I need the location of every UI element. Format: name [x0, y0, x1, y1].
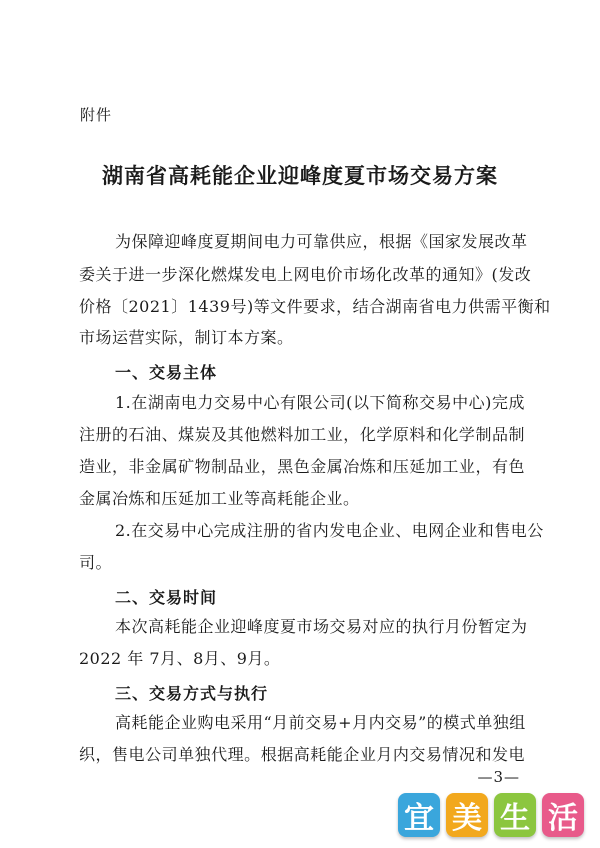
intro-line: 为保障迎峰度夏期间电力可靠供应，根据《国家发展改革 — [115, 232, 528, 251]
attachment-label: 附件 — [80, 106, 113, 124]
section2-line: 2022 年 7月、8月、9月。 — [79, 649, 281, 668]
section1-item1-line: 金属冶炼和压延加工业等高耗能企业。 — [79, 489, 360, 508]
watermark-char: 活 — [542, 793, 584, 837]
watermark-logo — [398, 790, 588, 840]
section1-item2-line: 2.在交易中心完成注册的省内发电企业、电网企业和售电公 — [115, 521, 544, 540]
section-heading-1: 一、交易主体 — [115, 363, 218, 382]
watermark-char: 美 — [446, 793, 488, 837]
section3-line: 高耗能企业购电采用“月前交易+月内交易”的模式单独组 — [115, 713, 526, 732]
intro-line: 市场运营实际，制订本方案。 — [79, 328, 294, 347]
section1-item1-line: 造业，非金属矿物制品业，黑色金属冶炼和压延加工业，有色 — [79, 457, 525, 476]
section-heading-2: 二、交易时间 — [115, 588, 218, 607]
section-heading-3: 三、交易方式与执行 — [115, 684, 269, 703]
section3-line: 织，售电公司单独代理。根据高耗能企业月内交易情况和发电 — [79, 745, 525, 764]
watermark-char: 生 — [494, 793, 536, 837]
intro-line: 价格〔2021〕1439号)等文件要求，结合湖南省电力供需平衡和 — [79, 297, 551, 316]
section2-line: 本次高耗能企业迎峰度夏市场交易对应的执行月份暂定为 — [115, 617, 528, 636]
watermark-char: 宜 — [398, 793, 440, 837]
intro-line: 委关于进一步深化燃煤发电上网电价市场化改革的通知》(发改 — [79, 265, 532, 284]
page-number: —3— — [477, 768, 520, 786]
document-title: 湖南省高耗能企业迎峰度夏市场交易方案 — [102, 164, 498, 188]
section1-item1-line: 注册的石油、煤炭及其他燃料加工业，化学原料和化学制品制 — [79, 425, 525, 444]
section1-item1-line: 1.在湖南电力交易中心有限公司(以下简称交易中心)完成 — [115, 393, 525, 412]
section1-item2-line: 司。 — [79, 553, 113, 572]
